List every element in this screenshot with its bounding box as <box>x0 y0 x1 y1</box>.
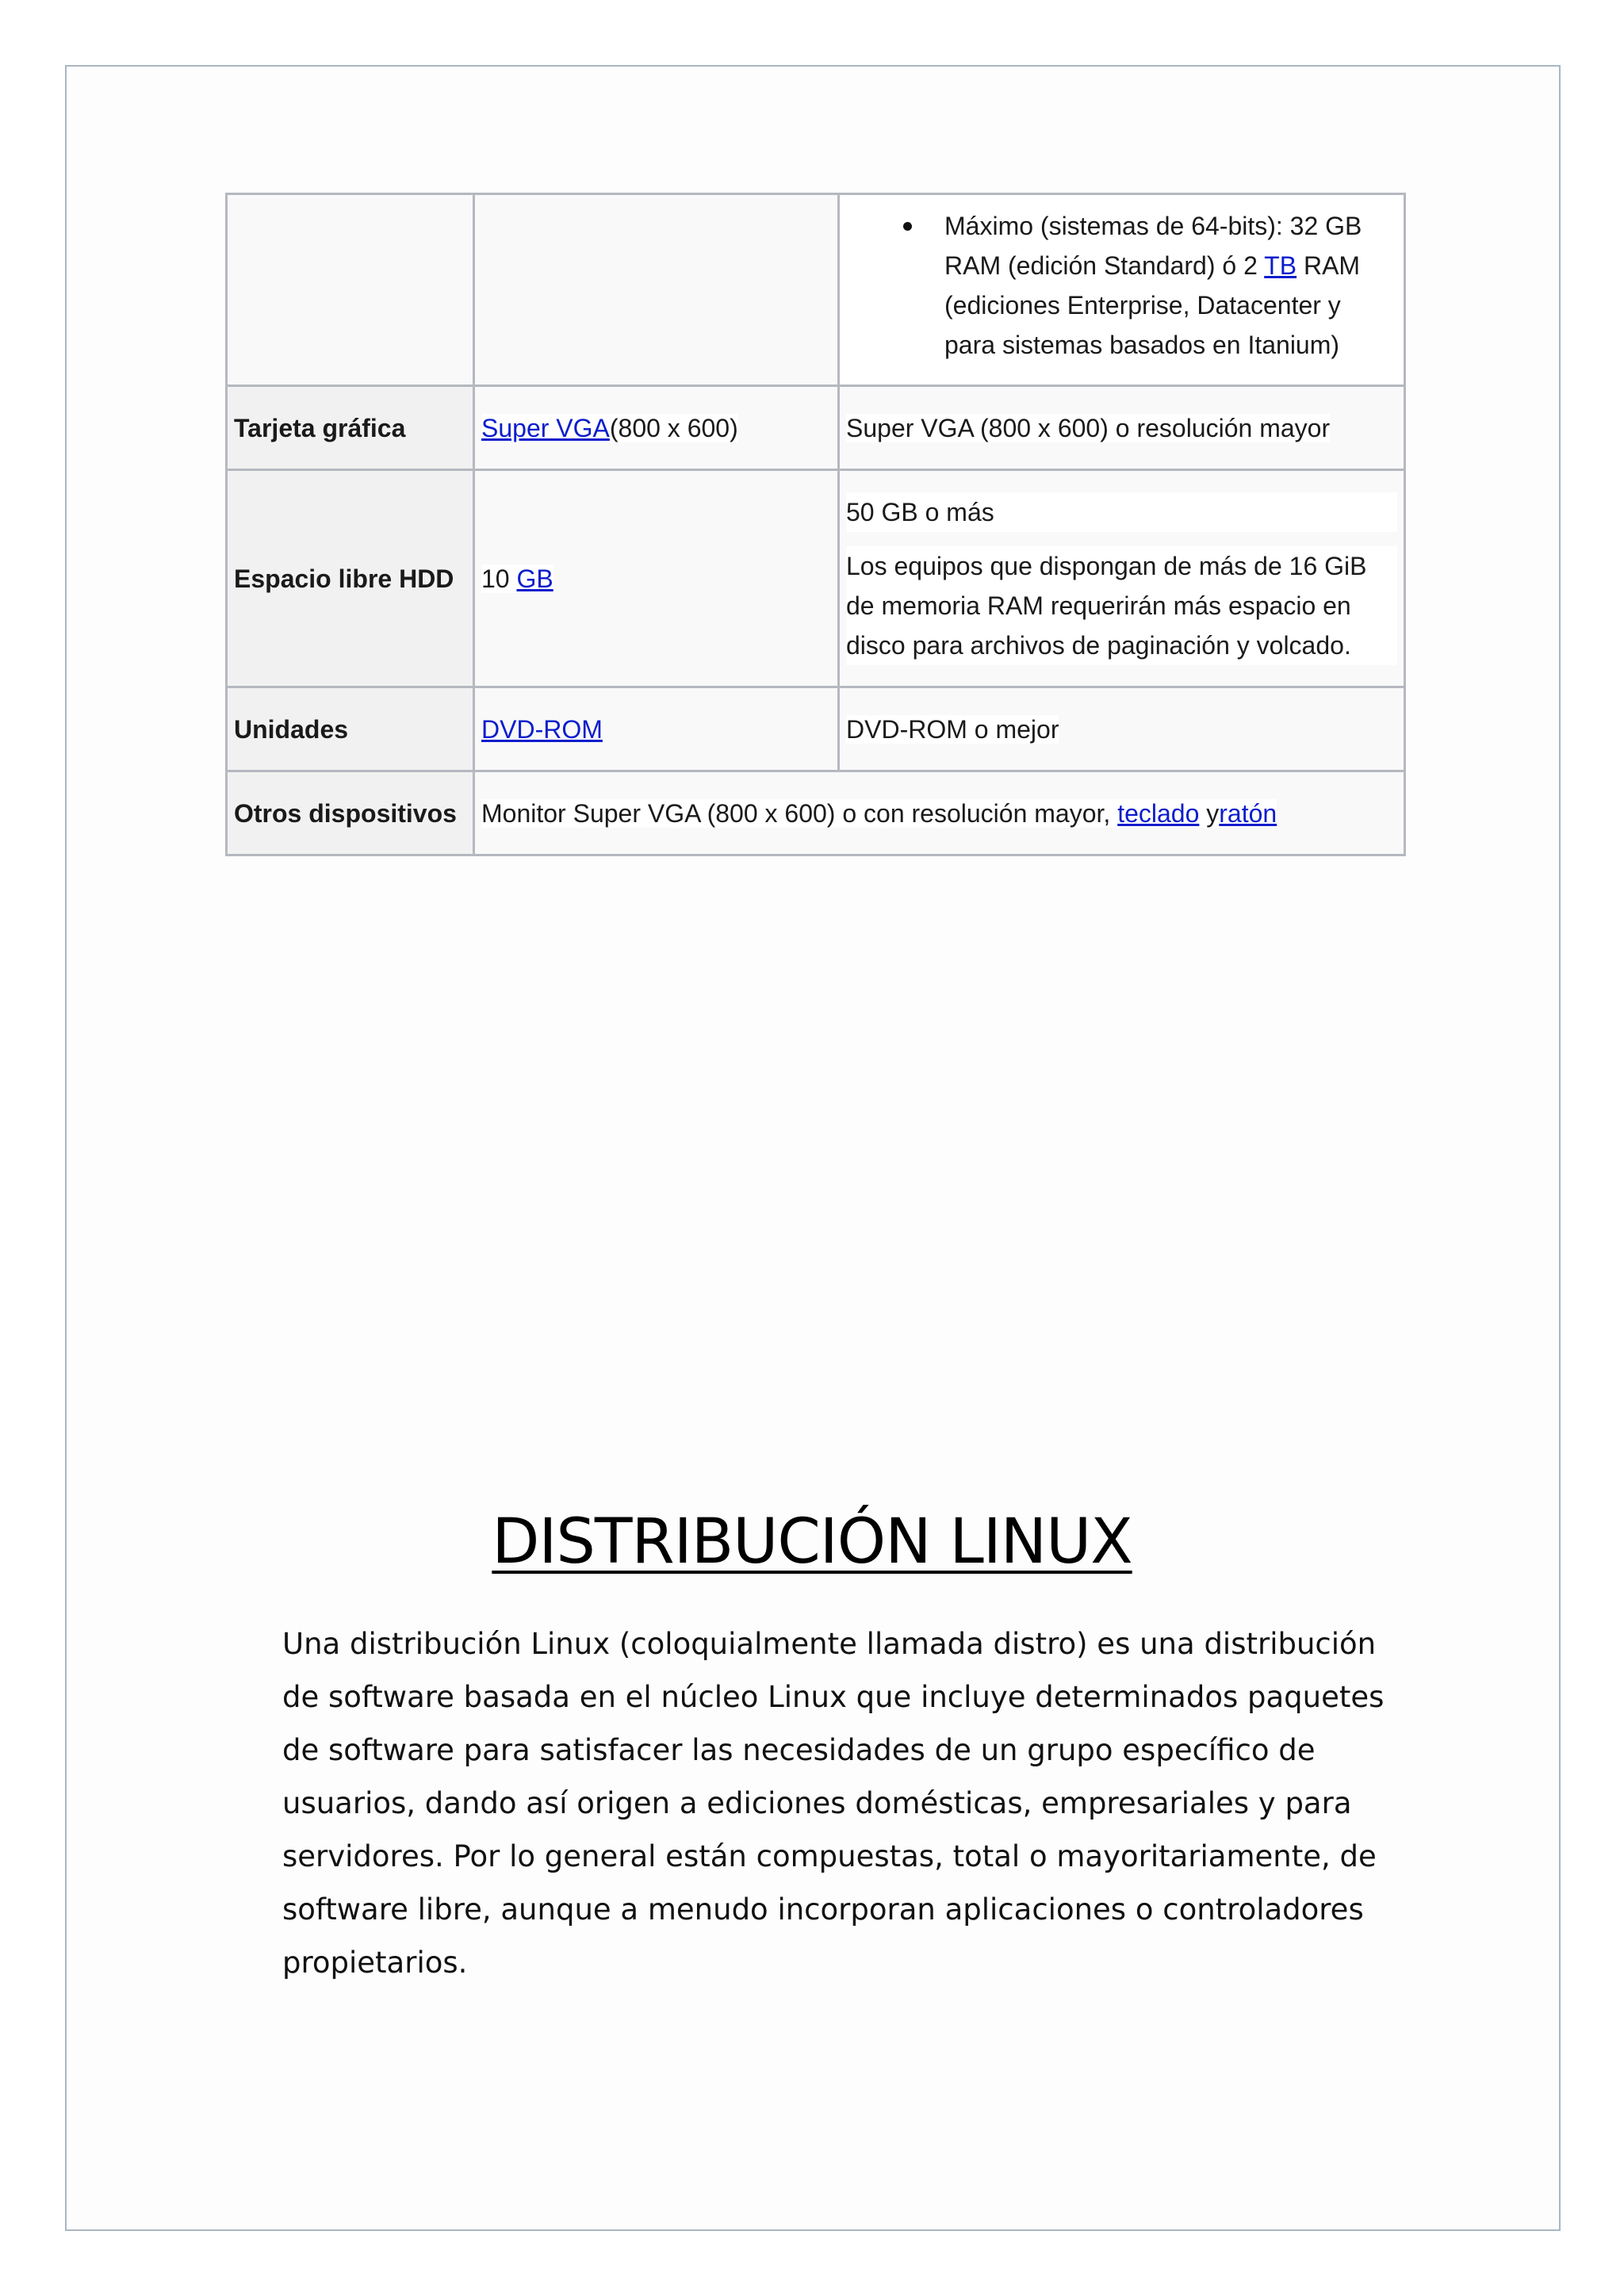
table-cell-empty <box>474 194 839 386</box>
table-row <box>227 386 1405 470</box>
row-label-hdd: Espacio libre HDD <box>227 470 474 687</box>
section-paragraph: Una distribución Linux (coloquialmente llamada distro) es una distribución de software basada en el núcleo Linux que incluye determinados paquetes de software para satisfacer las necesidades de un grupo específico de usuarios, dando así origen a ediciones domésticas, empresariales y para servidores. Por lo general están compuestas, total o mayoritariamente, de software libre, aunque a menudo incorporan aplicaciones o controladores propietarios. <box>282 1627 1385 1980</box>
graphics-min-cell: Super VGA(800 x 600) <box>474 386 839 470</box>
memory-cell <box>839 194 1405 386</box>
raton-link[interactable]: ratón <box>1219 798 1277 828</box>
drives-rec-cell: DVD-ROM o mejor <box>839 687 1405 771</box>
super-vga-link[interactable]: Super VGA <box>481 413 610 442</box>
teclado-link[interactable]: teclado <box>1117 798 1200 828</box>
table-cell-empty <box>227 194 474 386</box>
graphics-rec-cell: Super VGA (800 x 600) o resolución mayor <box>839 386 1405 470</box>
hdd-rec-line2: Los equipos que dispongan de más de 16 GiB de memoria RAM requerirán más espacio en disco para archivos de paginación y volcado. <box>846 546 1397 665</box>
drives-min-cell <box>474 687 839 771</box>
tb-link[interactable]: TB <box>1264 251 1297 280</box>
hdd-min-cell: 10 GB <box>474 470 839 687</box>
hdd-rec-cell <box>839 470 1405 687</box>
row-label-other: Otros dispositivos <box>227 771 474 855</box>
list-item: Máximo (sistemas de 64-bits): 32 GB RAM (edición Standard) ó 2 TB RAM (ediciones Enterprise, Datacenter y para sistemas basados en Itanium) <box>903 206 1397 365</box>
other-devices-cell: Monitor Super VGA (800 x 600) o con resolución mayor, teclado yratón <box>474 771 1405 855</box>
table-row <box>227 194 1405 386</box>
table-row <box>227 687 1405 771</box>
table-row <box>227 771 1405 855</box>
row-label-graphics: Tarjeta gráfica <box>227 386 474 470</box>
section-title: DISTRIBUCIÓN LINUX <box>492 1506 1132 1578</box>
memory-bullet-list <box>846 206 1397 365</box>
hdd-rec-line1: 50 GB o más <box>846 492 1397 532</box>
row-label-drives: Unidades <box>227 687 474 771</box>
table-row <box>227 470 1405 687</box>
dvd-rom-link[interactable]: DVD-ROM <box>481 714 603 744</box>
gb-link[interactable]: GB <box>516 564 553 593</box>
requirements-table <box>225 193 1406 856</box>
